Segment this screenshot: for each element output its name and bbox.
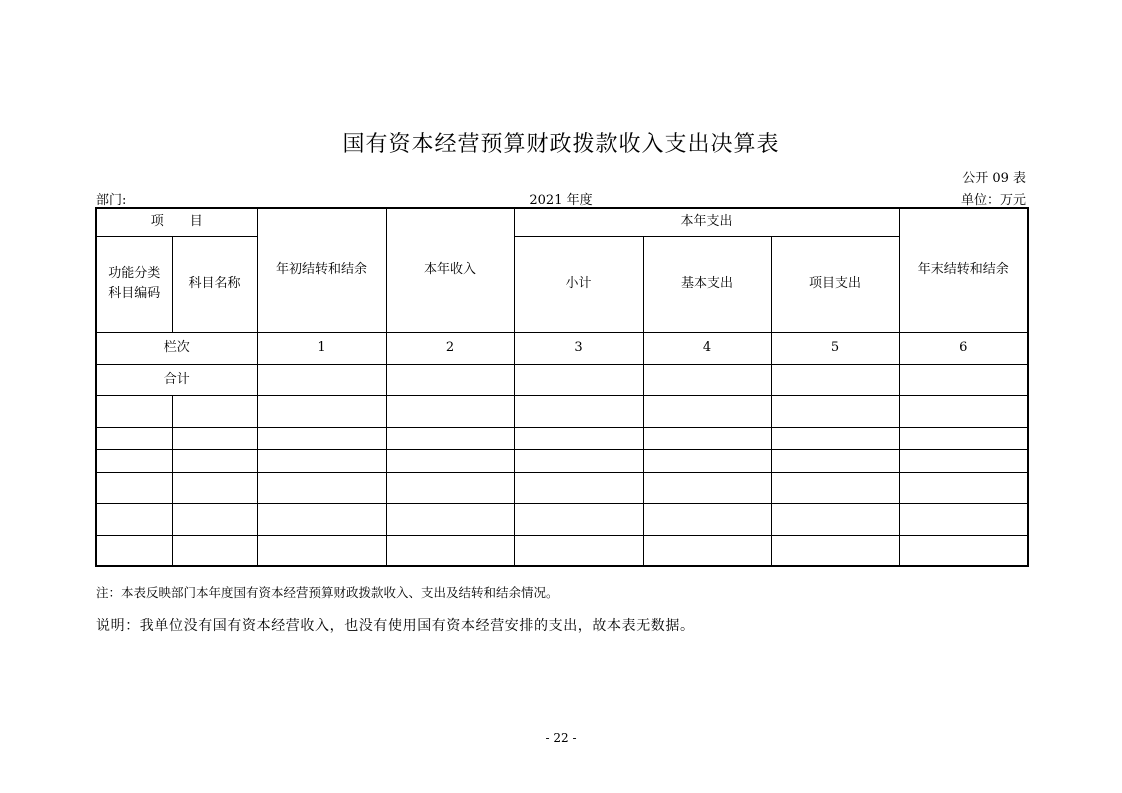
header-current-expense: 本年支出 (514, 208, 899, 236)
table-cell (96, 503, 172, 535)
table-cell (172, 395, 257, 427)
column-number: 1 (257, 332, 386, 364)
column-number: 5 (771, 332, 899, 364)
table-cell (643, 503, 771, 535)
table-cell (771, 364, 899, 395)
fiscal-year: 2021 年度 (529, 193, 593, 208)
page-title: 国有资本经营预算财政拨款收入支出决算表 (342, 132, 780, 157)
header-closing-balance: 年末结转和结余 (899, 208, 1028, 332)
page-number: - 22 - (545, 731, 577, 745)
table-cell (257, 503, 386, 535)
table-cell (514, 395, 643, 427)
table-cell (257, 449, 386, 472)
table-cell (386, 395, 514, 427)
table-cell (172, 427, 257, 449)
table-cell (96, 427, 172, 449)
header-current-income: 本年收入 (386, 208, 514, 332)
department-label: 部门: (96, 193, 127, 208)
column-number: 2 (386, 332, 514, 364)
table-cell (771, 472, 899, 503)
table-cell (96, 449, 172, 472)
table-cell (643, 364, 771, 395)
total-label: 合计 (96, 364, 257, 395)
column-index-label: 栏次 (96, 332, 257, 364)
table-cell (257, 472, 386, 503)
column-number: 4 (643, 332, 771, 364)
table-cell (899, 395, 1028, 427)
table-cell (771, 449, 899, 472)
table-cell (771, 395, 899, 427)
table-cell (386, 449, 514, 472)
header-func-code (96, 236, 172, 332)
table-cell (514, 503, 643, 535)
table-cell (643, 395, 771, 427)
column-number: 3 (514, 332, 643, 364)
column-index-row (96, 332, 1028, 364)
table-cell (172, 503, 257, 535)
header-item: 项 目 (96, 208, 257, 236)
table-cell (257, 427, 386, 449)
table-cell (514, 427, 643, 449)
header-project-expense: 项目支出 (771, 236, 899, 332)
unit-label: 单位：万元 (960, 193, 1026, 208)
table-cell (514, 472, 643, 503)
table-cell (899, 427, 1028, 449)
table-cell (514, 535, 643, 566)
explanation-text: 说明：我单位没有国有资本经营收入，也没有使用国有资本经营安排的支出，故本表无数据。 (96, 618, 695, 634)
table-cell (386, 427, 514, 449)
table-cell (172, 449, 257, 472)
header-subject-name: 科目名称 (172, 236, 257, 332)
form-code: 公开 09 表 (962, 171, 1026, 186)
table-cell (96, 535, 172, 566)
header-func-code-line-2: 科目编码 (108, 286, 161, 301)
header-subtotal: 小计 (514, 236, 643, 332)
table-row (96, 535, 1028, 566)
table-cell (899, 449, 1028, 472)
table-cell (386, 472, 514, 503)
table-cell (899, 472, 1028, 503)
table-row (96, 395, 1028, 427)
total-row (96, 364, 1028, 395)
header-opening-balance: 年初结转和结余 (257, 208, 386, 332)
table-cell (257, 364, 386, 395)
table-cell (899, 535, 1028, 566)
table-cell (96, 472, 172, 503)
table-cell (514, 364, 643, 395)
table-row (96, 427, 1028, 449)
table-cell (172, 472, 257, 503)
table-cell (899, 503, 1028, 535)
table-cell (643, 427, 771, 449)
budget-table (95, 207, 1029, 567)
table-cell (899, 364, 1028, 395)
table-cell (643, 472, 771, 503)
table-cell (257, 395, 386, 427)
table-cell (771, 427, 899, 449)
table-cell (257, 535, 386, 566)
header-func-code-line-1: 功能分类 (108, 266, 161, 281)
table-row (96, 503, 1028, 535)
table-cell (514, 449, 643, 472)
table-cell (771, 535, 899, 566)
table-cell (386, 503, 514, 535)
table-cell (643, 449, 771, 472)
header-basic-expense: 基本支出 (643, 236, 771, 332)
table-cell (96, 395, 172, 427)
table-row (96, 472, 1028, 503)
table-row (96, 449, 1028, 472)
table-cell (386, 535, 514, 566)
table-cell (771, 503, 899, 535)
table-note: 注：本表反映部门本年度国有资本经营预算财政拨款收入、支出及结转和结余情况。 (96, 585, 559, 600)
table-cell (172, 535, 257, 566)
table-cell (386, 364, 514, 395)
table-cell (643, 535, 771, 566)
column-number: 6 (899, 332, 1028, 364)
